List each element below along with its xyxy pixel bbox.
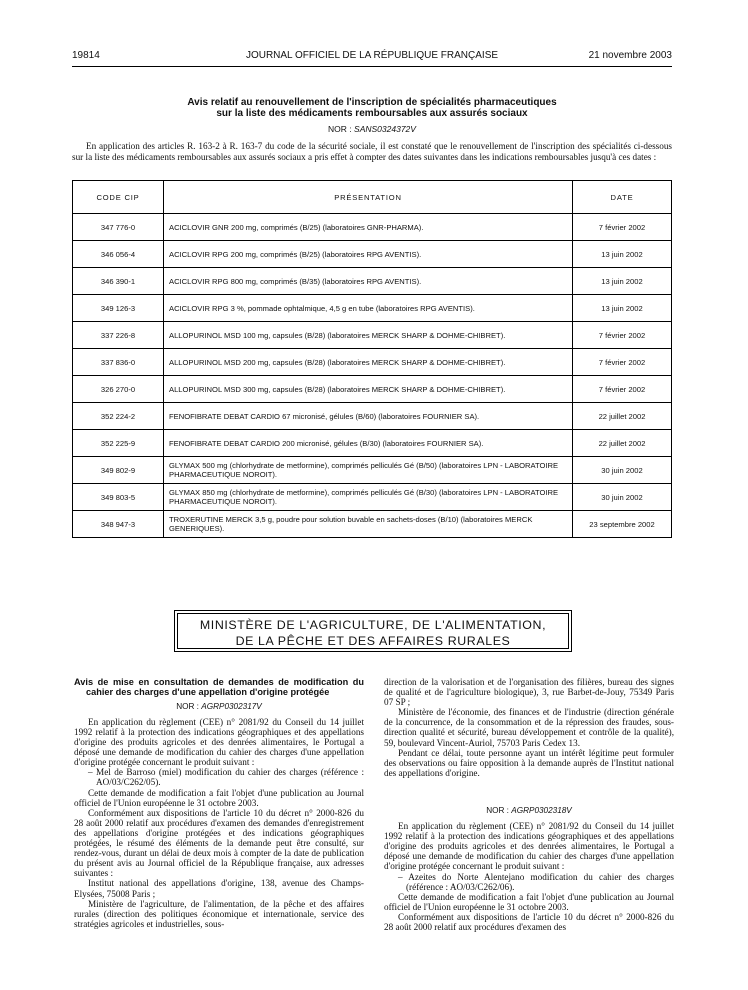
cell-date: 22 juillet 2002 <box>573 403 672 430</box>
avis3-paragraph: Cette demande de modification a fait l'objet d'une publication au Journal officiel de l'Union européenne le 31 octobre 2003. <box>384 891 674 912</box>
cell-date: 13 juin 2002 <box>573 241 672 268</box>
nor-label: NOR : <box>486 805 509 815</box>
journal-title: JOURNAL OFFICIEL DE LA RÉPUBLIQUE FRANÇAISE <box>245 50 499 61</box>
col-header-date: DATE <box>573 181 672 214</box>
cell-presentation: ACICLOVIR RPG 800 mg, comprimés (B/35) (laboratoires RPG AVENTIS). <box>164 268 573 295</box>
cell-code: 346 390-1 <box>73 268 164 295</box>
nor-code: AGRP0302317V <box>201 701 262 711</box>
avis3-nor <box>384 806 674 816</box>
cell-date: 13 juin 2002 <box>573 268 672 295</box>
cell-presentation: ALLOPURINOL MSD 300 mg, capsules (B/28) (laboratoires MERCK SHARP & DOHME-CHIBRET). <box>164 376 573 403</box>
cell-date: 13 juin 2002 <box>573 295 672 322</box>
nor-label: NOR : <box>176 701 199 711</box>
table-row <box>73 403 672 430</box>
cell-date: 23 septembre 2002 <box>573 511 672 538</box>
cell-date: 7 février 2002 <box>573 376 672 403</box>
cell-presentation: TROXERUTINE MERCK 3,5 g, poudre pour solution buvable en sachets-doses (B/10) (laboratoires MERCK GENERIQUES). <box>164 511 573 538</box>
avis2-paragraph: Ministère de l'économie, des finances et de l'industrie (direction générale de la concurrence, de la consommation et de la répression des fraudes, sous-direction qualité et sécurité, bureau développement et contrôle de la qualité), 59, boulevard Vincent-Auriol, 75703 Paris Cedex 13. <box>384 707 674 748</box>
issue-date: 21 novembre 2003 <box>588 50 672 61</box>
table-row <box>73 484 672 511</box>
avis1-title-line2: sur la liste des médicaments remboursables aux assurés sociaux <box>216 108 528 119</box>
cell-code: 348 947-3 <box>73 511 164 538</box>
header-rule <box>72 66 672 67</box>
cell-code: 347 776-0 <box>73 214 164 241</box>
cell-presentation: ALLOPURINOL MSD 100 mg, capsules (B/28) (laboratoires MERCK SHARP & DOHME-CHIBRET). <box>164 322 573 349</box>
cell-code: 349 802-9 <box>73 457 164 484</box>
avis2-paragraph: Institut national des appellations d'origine, 138, avenue des Champs-Elysées, 75008 Paris ; <box>74 878 364 899</box>
cell-date: 30 juin 2002 <box>573 484 672 511</box>
col-header-code: CODE CIP <box>73 181 164 214</box>
avis2-title: Avis de mise en consultation de demandes de modification du cahier des charges d'une appellation d'origine protégée <box>74 677 364 698</box>
ministry-line1: MINISTÈRE DE L'AGRICULTURE, DE L'ALIMENTATION, <box>199 618 547 632</box>
cell-presentation: FENOFIBRATE DEBAT CARDIO 67 micronisé, gélules (B/60) (laboratoires FOURNIER SA). <box>164 403 573 430</box>
table-row <box>73 376 672 403</box>
avis3-paragraph: En application du règlement (CEE) n° 2081/92 du Conseil du 14 juillet 1992 relatif à la protection des indications géographiques et des appellations d'origine des produits agricoles et des denrées alimentaires, le Portugal a déposé une demande de modification du cahier des charges d'une appellation d'origine protégée concernant le produit suivant : <box>384 821 674 872</box>
cell-presentation: ACICLOVIR GNR 200 mg, comprimés (B/25) (laboratoires GNR-PHARMA). <box>164 214 573 241</box>
avis2-paragraph: Conformément aux dispositions de l'article 10 du décret n° 2000-826 du 28 août 2000 relatif aux procédures d'examen des demandes d'enregistrement des appellations d'origine protégées et des indications géographiques protégées, le résumé des éléments de la demande peut être consulté, sur rendez-vous, durant un délai de deux mois à compter de la date de publication du présent avis au Journal officiel de la République française, aux adresses suivantes : <box>74 807 364 879</box>
avis2-product-item: – Mel de Barroso (miel) modification du cahier des charges (référence : AO/03/C262/05). <box>88 767 364 788</box>
col-header-presentation: PRÉSENTATION <box>164 181 573 214</box>
cell-code: 346 056-4 <box>73 241 164 268</box>
cell-presentation: GLYMAX 850 mg (chlorhydrate de metformine), comprimés pelliculés Gé (B/30) (laboratoires LPN - LABORATOIRE PHARMACEUTIQUE NOROIT). <box>164 484 573 511</box>
page-header <box>72 50 672 64</box>
cell-presentation: FENOFIBRATE DEBAT CARDIO 200 micronisé, gélules (B/30) (laboratoires FOURNIER SA). <box>164 430 573 457</box>
avis3-product-item: – Azeites do Norte Alentejano modification du cahier des charges (référence : AO/03/C262/06). <box>398 871 674 892</box>
ministry-line2: DE LA PÊCHE ET DES AFFAIRES RURALES <box>235 634 511 648</box>
avis1-nor <box>72 124 672 134</box>
cell-presentation: GLYMAX 500 mg (chlorhydrate de metformine), comprimés pelliculés Gé (B/50) (laboratoires LPN - LABORATOIRE PHARMACEUTIQUE NOROIT). <box>164 457 573 484</box>
avis2-paragraph: direction de la valorisation et de l'organisation des filières, bureau des signes de qualité et de l'agriculture biologique), 3, rue Barbet-de-Jouy, 75349 Paris 07 SP ; <box>384 677 674 708</box>
cell-code: 349 126-3 <box>73 295 164 322</box>
avis2-paragraph: Cette demande de modification a fait l'objet d'une publication au Journal officiel de l'Union européenne le 31 octobre 2003. <box>74 787 364 808</box>
right-column <box>384 677 674 932</box>
nor-code: AGRP0302318V <box>511 805 572 815</box>
table-row <box>73 322 672 349</box>
speciality-table <box>72 180 672 538</box>
cell-code: 337 836-0 <box>73 349 164 376</box>
table-row <box>73 214 672 241</box>
cell-presentation: ACICLOVIR RPG 3 %, pommade ophtalmique, 4,5 g en tube (laboratoires RPG AVENTIS). <box>164 295 573 322</box>
avis2-paragraph: Ministère de l'agriculture, de l'alimentation, de la pêche et des affaires rurales (direction des politiques économique et internationale, service des stratégies agricoles et industrielles, sous- <box>74 898 364 929</box>
table-row <box>73 430 672 457</box>
cell-code: 326 270-0 <box>73 376 164 403</box>
table-row <box>73 268 672 295</box>
avis2-paragraph: En application du règlement (CEE) n° 2081/92 du Conseil du 14 juillet 1992 relatif à la protection des indications géographiques et des appellations d'origine des produits agricoles et des denrées alimentaires, le Portugal a déposé une demande de modification du cahier des charges d'une appellation d'origine protégée concernant le produit suivant : <box>74 716 364 768</box>
table-row <box>73 349 672 376</box>
cell-date: 7 février 2002 <box>573 349 672 376</box>
nor-code: SANS0324372V <box>354 124 416 134</box>
cell-date: 30 juin 2002 <box>573 457 672 484</box>
table-header-row <box>73 181 672 214</box>
cell-code: 352 224-2 <box>73 403 164 430</box>
cell-date: 7 février 2002 <box>573 322 672 349</box>
cell-date: 7 février 2002 <box>573 214 672 241</box>
cell-presentation: ALLOPURINOL MSD 200 mg, capsules (B/28) (laboratoires MERCK SHARP & DOHME-CHIBRET). <box>164 349 573 376</box>
table-row <box>73 295 672 322</box>
nor-label: NOR : <box>328 124 352 134</box>
avis1-title-line1: Avis relatif au renouvellement de l'inscription de spécialités pharmaceutiques <box>187 97 557 108</box>
cell-code: 337 226-8 <box>73 322 164 349</box>
left-column <box>74 677 364 929</box>
avis2-nor <box>74 702 364 712</box>
cell-date: 22 juillet 2002 <box>573 430 672 457</box>
table-row <box>73 511 672 538</box>
table-row <box>73 241 672 268</box>
cell-presentation: ACICLOVIR RPG 200 mg, comprimés (B/25) (laboratoires RPG AVENTIS). <box>164 241 573 268</box>
avis2-paragraph: Pendant ce délai, toute personne ayant un intérêt légitime peut formuler des observations ou faire opposition à la demande auprès de l'Institut national des appellations d'origine. <box>384 747 674 778</box>
page-number: 19814 <box>72 50 100 61</box>
avis3-paragraph: Conformément aux dispositions de l'article 10 du décret n° 2000-826 du 28 août 2000 relatif aux procédures d'examen des <box>384 911 674 932</box>
cell-code: 349 803-5 <box>73 484 164 511</box>
table-row <box>73 457 672 484</box>
cell-code: 352 225-9 <box>73 430 164 457</box>
ministry-heading-box <box>174 610 572 652</box>
avis1-intro: En application des articles R. 163-2 à R. 163-7 du code de la sécurité sociale, il est constaté que le renouvellement de l'inscription des spécialités ci-dessous sur la liste des médicaments remboursables aux assurés sociaux a pris effet à compter des dates suivantes dans les indications remboursables jusqu'à ces dates : <box>72 141 672 162</box>
